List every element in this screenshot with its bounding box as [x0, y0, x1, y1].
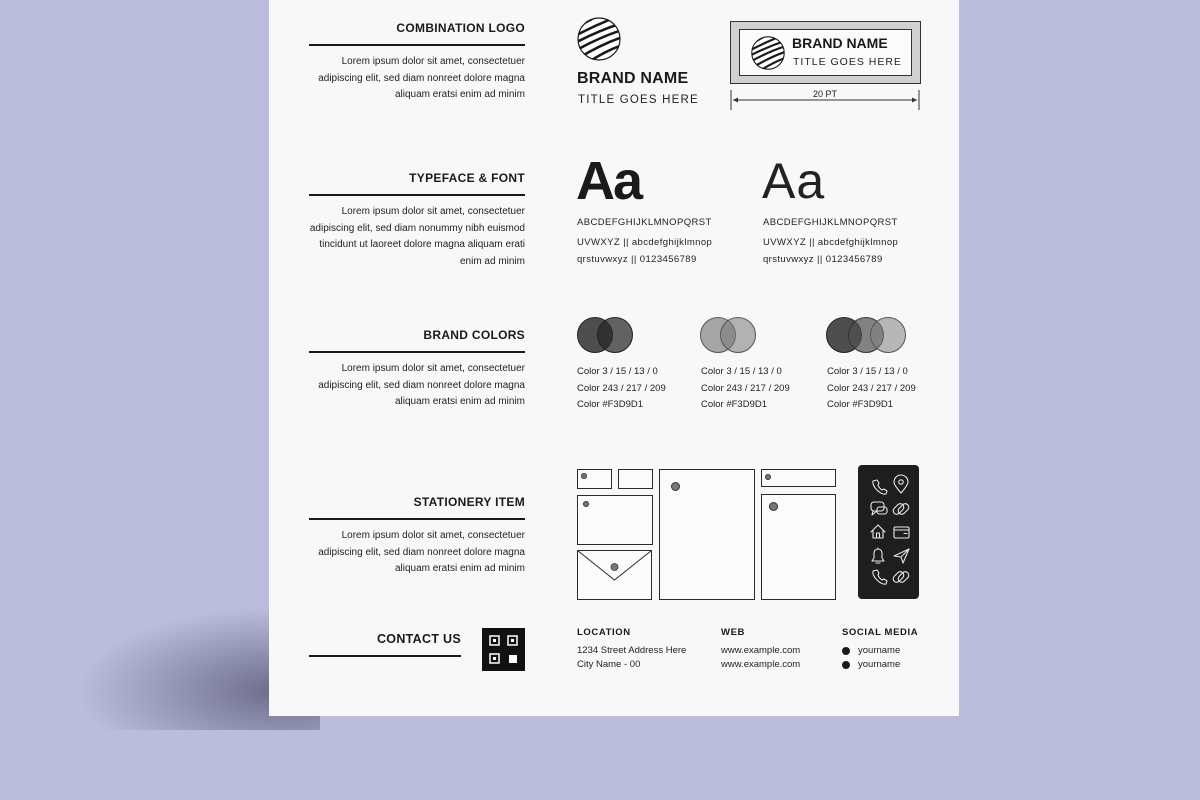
phone-icon — [873, 570, 887, 584]
color-values — [827, 364, 916, 414]
location-address: 1234 Street Address Here — [577, 645, 687, 656]
bold-font-line: UVWXYZ || abcdefghijklmnop — [577, 237, 713, 248]
bold-font-line: qrstuvwxyz || 0123456789 — [577, 254, 697, 265]
brand-name: BRAND NAME — [577, 70, 689, 87]
light-font-line: ABCDEFGHIJKLMNOPQRST — [763, 217, 898, 228]
color-value-rgb: Color 243 / 217 / 209 — [827, 382, 916, 394]
section-title: COMBINATION LOGO — [396, 21, 525, 35]
compliment-slip — [761, 469, 836, 487]
link-icon — [892, 502, 910, 515]
divider — [309, 194, 525, 196]
section-description: Lorem ipsum dolor sit amet, consectetuer adipiscing elit, sed diam nonreet dolore magna aliquam eratsi enim ad minim — [318, 363, 525, 407]
color-swatch-grey — [700, 317, 760, 353]
bold-font-chars — [577, 214, 712, 268]
logo-badge-frame — [730, 21, 921, 84]
stationery-section — [309, 492, 525, 582]
letterhead — [659, 469, 755, 600]
phone-mockup — [858, 465, 919, 599]
light-font-chars — [763, 214, 898, 268]
business-card-back — [618, 469, 653, 489]
bold-font-line: ABCDEFGHIJKLMNOPQRST — [577, 217, 712, 228]
brand-guideline-sheet — [269, 0, 959, 716]
color-value-cmyk: Color 3 / 15 / 13 / 0 — [827, 366, 908, 377]
color-swatch-dark — [577, 317, 637, 353]
bold-font-sample: Aa — [576, 151, 642, 211]
logo-mark — [583, 501, 589, 507]
qr-code-icon[interactable] — [482, 628, 525, 671]
section-description: Lorem ipsum dolor sit amet, consectetuer adipiscing elit, sed diam nonummy nibh euismod tincidunt ut laoreet dolore magna aliquam erati enim ad minim — [309, 206, 525, 267]
dimension-label: 20 PT — [812, 89, 837, 99]
logo-mark — [769, 502, 778, 511]
bullet-icon — [842, 647, 850, 655]
social-handle: yourname — [858, 659, 901, 670]
divider — [309, 518, 525, 520]
chat-icon — [871, 502, 887, 515]
business-card-front — [577, 469, 612, 489]
logo-mark — [765, 474, 771, 480]
color-circle — [870, 317, 906, 353]
social-label: SOCIAL MEDIA — [842, 627, 919, 638]
color-value-cmyk: Color 3 / 15 / 13 / 0 — [701, 366, 782, 377]
web-link[interactable]: www.example.com — [721, 659, 801, 670]
globe-logo-icon — [577, 17, 621, 61]
section-description: Lorem ipsum dolor sit amet, consectetuer adipiscing elit, sed diam nonreet dolore magna aliquam eratsi enim ad minim — [318, 56, 525, 100]
home-icon — [871, 525, 885, 538]
location-label: LOCATION — [577, 627, 631, 638]
wallet-icon — [894, 527, 909, 538]
web-label: WEB — [721, 627, 745, 638]
color-value-hex: Color #F3D9D1 — [827, 399, 893, 410]
notecard — [577, 495, 653, 545]
badge-subtitle: TITLE GOES HERE — [793, 56, 902, 68]
link-icon — [892, 570, 910, 583]
logo-mark — [671, 482, 680, 491]
brand-subtitle: TITLE GOES HERE — [578, 94, 699, 106]
color-value-rgb: Color 243 / 217 / 209 — [701, 382, 790, 394]
divider — [309, 351, 525, 353]
social-item[interactable] — [842, 658, 918, 672]
color-values — [577, 364, 666, 414]
color-circle — [720, 317, 756, 353]
logo-mark — [581, 473, 587, 479]
divider — [309, 655, 461, 657]
light-font-line: UVWXYZ || abcdefghijklmnop — [763, 237, 899, 248]
contact-heading-block — [309, 630, 461, 660]
section-description: Lorem ipsum dolor sit amet, consectetuer adipiscing elit, sed diam nonreet dolore magna aliquam eratsi enim ad minim — [318, 530, 525, 574]
social-handle: yourname — [858, 645, 901, 656]
light-font-sample: Aa — [762, 153, 826, 209]
location-block — [577, 627, 686, 672]
color-value-rgb: Color 243 / 217 / 209 — [577, 382, 666, 394]
send-icon — [894, 549, 909, 563]
bullet-icon — [842, 661, 850, 669]
color-circle — [597, 317, 633, 353]
color-value-hex: Color #F3D9D1 — [701, 399, 767, 410]
badge-brand-name: BRAND NAME — [792, 35, 888, 51]
folder — [761, 494, 836, 600]
section-title: STATIONERY ITEM — [413, 495, 525, 509]
light-font-line: qrstuvwxyz || 0123456789 — [763, 254, 883, 265]
phone-icon — [873, 480, 887, 494]
bell-icon — [872, 548, 884, 563]
color-value-hex: Color #F3D9D1 — [577, 399, 643, 410]
web-link[interactable]: www.example.com — [721, 645, 801, 656]
globe-logo-icon — [751, 36, 785, 70]
color-swatch-combined — [826, 317, 910, 353]
location-pin-icon — [894, 475, 908, 493]
location-city: City Name - 00 — [577, 659, 641, 670]
social-item[interactable] — [842, 644, 918, 658]
typeface-section — [309, 168, 525, 278]
section-title: CONTACT US — [376, 632, 461, 646]
combination-logo-section — [309, 18, 525, 108]
envelope — [577, 550, 652, 600]
color-values — [701, 364, 790, 414]
section-title: TYPEFACE & FONT — [409, 171, 525, 185]
social-block — [842, 627, 918, 672]
brand-colors-section — [309, 325, 525, 415]
web-block — [721, 627, 800, 672]
color-value-cmyk: Color 3 / 15 / 13 / 0 — [577, 366, 658, 377]
divider — [309, 44, 525, 46]
section-title: BRAND COLORS — [423, 328, 525, 342]
logo-badge — [739, 29, 912, 76]
